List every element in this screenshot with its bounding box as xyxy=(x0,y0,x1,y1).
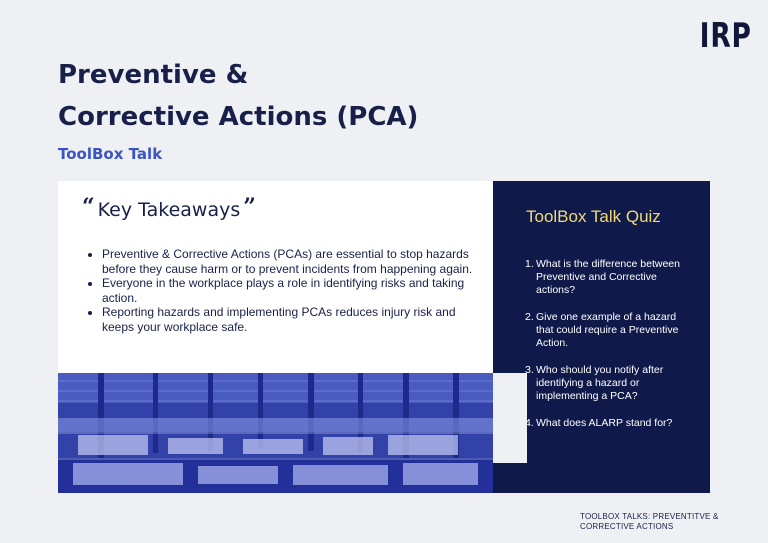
takeaways-heading-text: Key Takeaways xyxy=(97,199,241,221)
page-subtitle: ToolBox Talk xyxy=(58,145,163,163)
quiz-question-number: 3. xyxy=(525,364,534,376)
factory-illustration xyxy=(58,373,493,493)
quiz-question-number: 2. xyxy=(525,311,534,323)
quiz-questions xyxy=(525,258,695,444)
quiz-question xyxy=(525,417,695,430)
title-line-1: Preventive & xyxy=(58,60,249,90)
quiz-question-text: What does ALARP stand for? xyxy=(536,417,673,429)
title-line-2: Corrective Actions (PCA) xyxy=(58,102,419,132)
quiz-title: ToolBox Talk Quiz xyxy=(526,207,661,226)
quiz-question-text: Who should you notify after identifying a hazard or implementing a PCA? xyxy=(536,364,664,402)
footer-line-1: TOOLBOX TALKS: PREVENTITVE & xyxy=(580,512,719,521)
footer-line-2: CORRECTIVE ACTIONS xyxy=(580,522,674,531)
close-quote-icon: ” xyxy=(243,194,256,220)
quiz-question xyxy=(525,364,695,403)
footer-label xyxy=(580,512,719,532)
page-title xyxy=(58,54,418,138)
open-quote-icon: “ xyxy=(82,194,95,220)
quiz-question-text: Give one example of a hazard that could require a Preventive Action. xyxy=(536,311,679,349)
takeaway-item: • Reporting hazards and implementing PCAs reduces injury risk and keeps your workplace safe. xyxy=(102,305,482,334)
takeaway-item: • Preventive & Corrective Actions (PCAs) are essential to stop hazards before they cause harm or to prevent incidents from happening again. xyxy=(102,247,482,276)
takeaways-list xyxy=(88,247,482,334)
quiz-question xyxy=(525,311,695,350)
quiz-question-number: 4. xyxy=(525,417,534,429)
quiz-question-number: 1. xyxy=(525,258,534,270)
quiz-question-text: What is the difference between Preventive and Corrective actions? xyxy=(536,258,680,296)
factory-photo xyxy=(58,373,493,493)
takeaways-heading xyxy=(82,194,256,221)
layout-notch xyxy=(493,373,527,463)
takeaway-item: • Everyone in the workplace plays a role in identifying risks and taking action. xyxy=(102,276,482,305)
irp-logo: IRP xyxy=(699,16,752,56)
quiz-question xyxy=(525,258,695,297)
